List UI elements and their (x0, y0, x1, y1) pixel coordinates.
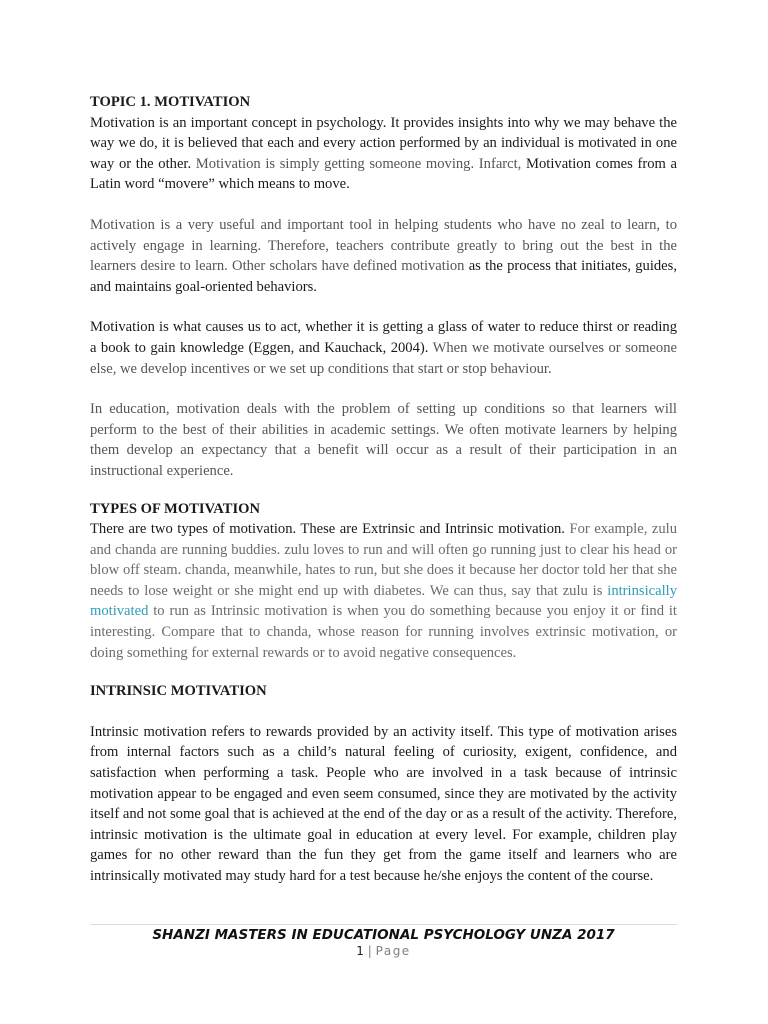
intrinsically-motivated-link[interactable]: intrinsically motivated (90, 582, 677, 620)
topic-heading: TOPIC 1. MOTIVATION (90, 94, 251, 110)
topic-p2-text-a: Motivation is a very useful and important tool in helping students who have no zeal to learn, to actively engage in learning. Therefore, teachers contribute greatly to bring out the best in the learners desire to learn. Other scholars have defined motivation (90, 216, 677, 275)
topic-p3-text-a: Motivation is what causes us to act, whether it is getting a glass of water to reduce thirst or reading a book to gain knowledge (Eggen, and Kauchack, 2004). (90, 319, 677, 356)
intrinsic-paragraph: Intrinsic motivation refers to rewards provided by an activity itself. This type of motivation arises from internal factors such as a child’s natural feeling of curiosity, exigent, confidence, and satisfaction when performing a task. People who are involved in a task because of intrinsic motivation appear to be engaged and even seem consumed, since they are motivated by the activity itself and not some goal that is achieved at the end of the day or as a result of the activity. Therefore, intrinsic motivation is the ultimate goal in education at every level. For example, children play games for no other reward than the fun they get from the game itself and learners who are intrinsically motivated may study hard for a test because he/she enjoys the content of the course. (90, 723, 677, 884)
types-paragraph (90, 519, 677, 663)
types-text-b: For example, zulu and chanda are running buddies. zulu loves to run and will often go running just to clear his head or blow off steam. chanda, meanwhile, hates to run, but she does it because her doctor told her that she needs to lose weight or she might end up with diabetes. We can thus, say that zulu is (90, 521, 677, 599)
page-number: 1 (356, 944, 364, 958)
topic-p1-text-b: Motivation is simply getting someone moving. Infarct, (191, 155, 527, 172)
topic-paragraph-2 (90, 215, 677, 297)
intrinsic-heading: INTRINSIC MOTIVATION (90, 683, 267, 700)
footer-page-number (90, 943, 677, 959)
page-label: Page (375, 944, 411, 958)
page-body (90, 92, 677, 887)
types-text-a: There are two types of motivation. These are Extrinsic and Intrinsic motivation. (90, 521, 565, 538)
types-heading: TYPES OF MOTIVATION (90, 500, 261, 517)
footer-title: SHANZI MASTERS IN EDUCATIONAL PSYCHOLOGY UNZA 2017 (152, 927, 615, 943)
topic-p3-text-b: When we motivate ourselves or someone else, we develop incentives or we set up conditions that start or stop behaviour. (90, 339, 677, 377)
page-separator: | (367, 944, 372, 958)
topic-p1-text-a: Motivation is an important concept in psychology. It provides insights into why we may behave the way we do, it is believed that each and every action performed by an individual is motivated in one way or the other. (90, 114, 677, 172)
topic-p2-text-b: as the process that initiates, guides, and maintains goal-oriented behaviors. (90, 258, 677, 295)
topic-paragraph-1 (90, 113, 677, 195)
types-text-c: to run as Intrinsic motivation is when you do something because you enjoy it or find it interesting. Compare that to chanda, whose reason for running involves extrinsic motivation, or doing something for external rewards or to avoid negative consequences. (90, 603, 677, 661)
topic-paragraph-4: In education, motivation deals with the problem of setting up conditions so that learners will perform to the best of their abilities in academic settings. We often motivate learners by helping them develop an expectancy that a benefit will occur as a result of their participation in an instructional experience. (90, 401, 677, 479)
topic-paragraph-3 (90, 317, 677, 379)
topic-p1-text-c: Motivation comes from a Latin word “movere” which means to move. (90, 155, 678, 193)
